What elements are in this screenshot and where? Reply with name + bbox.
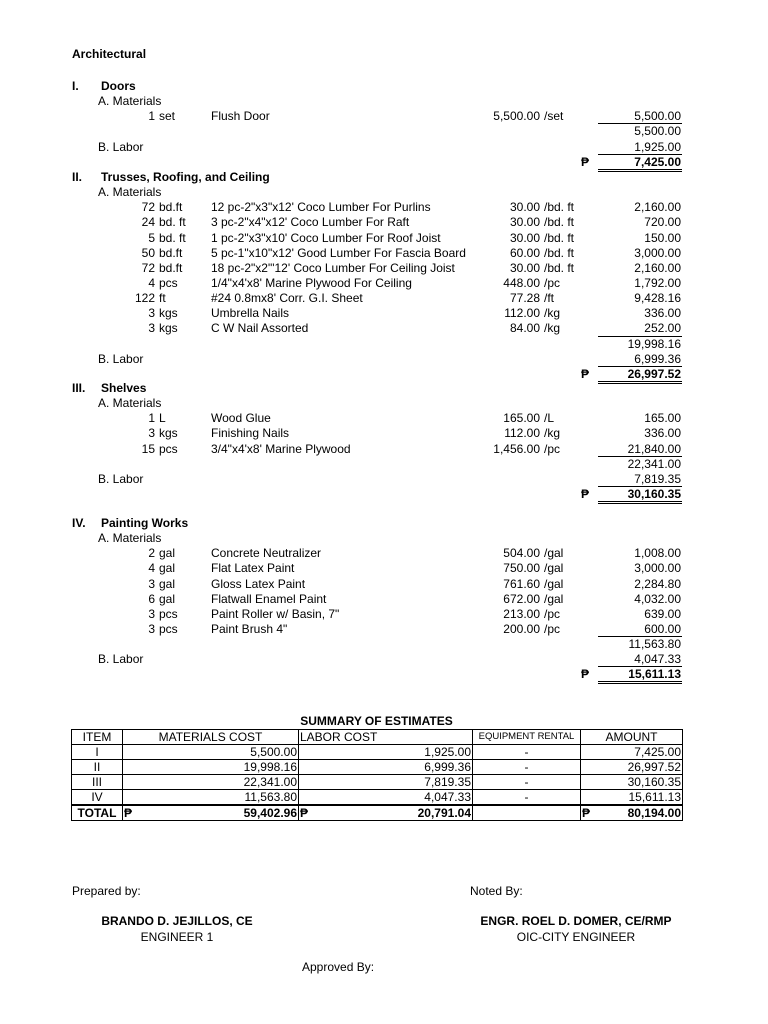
- item-price-unit: /kg: [544, 426, 561, 440]
- item-unit-price: 84.00: [509, 321, 540, 335]
- item-amount: 252.00: [644, 321, 681, 335]
- summary-materials: 22,341.00: [123, 775, 299, 790]
- summary-equipment: -: [473, 775, 581, 790]
- item-quantity: 72: [141, 200, 155, 214]
- section-title: Shelves: [101, 381, 147, 395]
- labor-amount: 4,047.33: [634, 652, 681, 666]
- labor-label: B. Labor: [98, 472, 144, 486]
- item-quantity: 1: [148, 411, 155, 425]
- summary-equipment: -: [473, 745, 581, 760]
- peso-sign: ₱: [582, 806, 591, 820]
- materials-subtotal: 22,341.00: [627, 457, 681, 471]
- item-price-unit: /pc: [544, 607, 561, 621]
- item-unit: pcs: [159, 442, 178, 456]
- item-description: Gloss Latex Paint: [211, 577, 306, 591]
- summary-header-equipment: EQUIPMENT RENTAL: [473, 730, 581, 745]
- item-unit-price: 112.00: [504, 306, 540, 320]
- summary-total-materials: 59,402.96: [243, 806, 297, 820]
- prepared-by-title: ENGINEER 1: [140, 930, 214, 944]
- item-price-unit: /bd. ft: [544, 200, 575, 214]
- item-quantity: 3: [148, 607, 155, 621]
- item-amount: 2,160.00: [634, 200, 681, 214]
- peso-sign: ₱: [581, 667, 590, 681]
- item-description: 18 pc-2"x2"'12' Coco Lumber For Ceiling Joist: [211, 261, 455, 275]
- item-price-unit: /bd. ft: [544, 231, 575, 245]
- item-price-unit: /set: [544, 109, 564, 123]
- summary-row: [72, 745, 683, 760]
- materials-label: A. Materials: [98, 396, 162, 410]
- labor-label: B. Labor: [98, 352, 144, 366]
- item-unit-price: 30.00: [509, 231, 540, 245]
- item-unit-price: 112.00: [504, 426, 540, 440]
- item-quantity: 6: [148, 592, 155, 606]
- item-description: Umbrella Nails: [211, 306, 290, 320]
- item-unit-price: 672.00: [503, 592, 540, 606]
- item-price-unit: /gal: [544, 577, 564, 591]
- item-quantity: 3: [148, 306, 155, 320]
- item-amount: 720.00: [644, 215, 681, 229]
- item-quantity: 50: [141, 246, 155, 260]
- item-price-unit: /L: [544, 411, 555, 425]
- item-price-unit: /ft: [544, 291, 555, 305]
- peso-sign: ₱: [581, 487, 590, 501]
- item-unit-price: 761.60: [503, 577, 540, 591]
- item-price-unit: /gal: [544, 592, 564, 606]
- section-title: Painting Works: [101, 516, 189, 530]
- item-description: Concrete Neutralizer: [211, 546, 322, 560]
- noted-by-label: Noted By:: [470, 884, 523, 898]
- summary-total-labor: 20,791.04: [417, 806, 471, 820]
- item-unit: L: [159, 411, 166, 425]
- item-unit: bd.ft: [159, 261, 183, 275]
- total-double-rule: [598, 501, 682, 504]
- summary-header-labor: LABOR COST: [299, 730, 473, 745]
- item-amount: 4,032.00: [634, 592, 681, 606]
- summary-item: II: [72, 760, 123, 775]
- summary-equipment: -: [473, 760, 581, 775]
- item-quantity: 5: [148, 231, 155, 245]
- section-numeral: I.: [72, 79, 79, 93]
- total-double-rule: [598, 381, 682, 384]
- item-amount: 2,160.00: [634, 261, 681, 275]
- summary-row: [72, 790, 683, 806]
- item-description: C W Nail Assorted: [211, 321, 309, 335]
- peso-sign: ₱: [581, 155, 590, 169]
- item-amount: 5,500.00: [634, 109, 681, 123]
- item-amount: 639.00: [644, 607, 681, 621]
- labor-amount: 1,925.00: [634, 140, 681, 154]
- item-quantity: 3: [148, 321, 155, 335]
- item-unit-price: 165.00: [503, 411, 540, 425]
- item-description: #24 0.8mx8' Corr. G.I. Sheet: [211, 291, 363, 305]
- item-price-unit: /bd. ft: [544, 261, 575, 275]
- section-numeral: III.: [72, 381, 86, 395]
- section-title: Doors: [101, 79, 136, 93]
- item-description: 3/4"x4'x8' Marine Plywood: [211, 442, 351, 456]
- item-amount: 3,000.00: [634, 246, 681, 260]
- item-unit-price: 750.00: [503, 561, 540, 575]
- item-quantity: 1: [148, 109, 155, 123]
- summary-item: IV: [72, 790, 123, 806]
- summary-total-amount: 80,194.00: [627, 806, 681, 820]
- item-description: 1/4"x4'x8' Marine Plywood For Ceiling: [211, 276, 412, 290]
- item-amount: 600.00: [644, 622, 681, 636]
- item-unit: gal: [159, 577, 176, 591]
- summary-header-row: [72, 730, 683, 745]
- total-double-rule: [598, 169, 682, 172]
- noted-by-title: OIC-CITY ENGINEER: [516, 930, 636, 944]
- section-numeral: II.: [72, 170, 83, 184]
- item-price-unit: /bd. ft: [544, 215, 575, 229]
- summary-total-equipment: [473, 805, 581, 821]
- item-amount: 336.00: [644, 426, 681, 440]
- item-description: Paint Brush 4": [211, 622, 288, 636]
- materials-label: A. Materials: [98, 94, 162, 108]
- section-total: 7,425.00: [634, 155, 681, 169]
- item-price-unit: /gal: [544, 561, 564, 575]
- summary-item: III: [72, 775, 123, 790]
- labor-amount: 7,819.35: [634, 472, 681, 486]
- summary-header-materials: MATERIALS COST: [123, 730, 299, 745]
- materials-subtotal: 19,998.16: [627, 337, 681, 351]
- materials-label: A. Materials: [98, 531, 162, 545]
- summary-title: SUMMARY OF ESTIMATES: [300, 714, 453, 728]
- item-amount: 165.00: [644, 411, 681, 425]
- peso-sign: ₱: [124, 806, 133, 820]
- item-price-unit: /pc: [544, 622, 561, 636]
- materials-subtotal: 5,500.00: [634, 124, 681, 138]
- item-price-unit: /kg: [544, 306, 561, 320]
- summary-amount: 26,997.52: [581, 760, 683, 775]
- item-quantity: 3: [148, 426, 155, 440]
- item-quantity: 122: [134, 291, 155, 305]
- item-unit-price: 77.28: [509, 291, 540, 305]
- summary-total-row: [72, 805, 683, 821]
- item-quantity: 72: [141, 261, 155, 275]
- item-description: Finishing Nails: [211, 426, 290, 440]
- item-quantity: 3: [148, 577, 155, 591]
- item-amount: 21,840.00: [627, 442, 681, 456]
- summary-labor: 4,047.33: [299, 790, 473, 806]
- item-description: Flush Door: [211, 109, 270, 123]
- item-amount: 3,000.00: [634, 561, 681, 575]
- summary-labor: 7,819.35: [299, 775, 473, 790]
- item-quantity: 3: [148, 622, 155, 636]
- item-unit: kgs: [159, 306, 178, 320]
- item-unit: bd.ft: [159, 200, 183, 214]
- item-quantity: 24: [141, 215, 155, 229]
- item-description: 1 pc-2"x3"x10' Coco Lumber For Roof Joist: [211, 231, 441, 245]
- summary-labor: 1,925.00: [299, 745, 473, 760]
- item-unit-price: 213.00: [503, 607, 540, 621]
- item-price-unit: /pc: [544, 276, 561, 290]
- item-unit: gal: [159, 561, 176, 575]
- item-amount: 1,792.00: [634, 276, 681, 290]
- item-amount: 336.00: [644, 306, 681, 320]
- item-description: 12 pc-2"x3"x12' Coco Lumber For Purlins: [211, 200, 431, 214]
- noted-by-name: ENGR. ROEL D. DOMER, CE/RMP: [480, 914, 672, 928]
- item-amount: 1,008.00: [634, 546, 681, 560]
- item-unit: gal: [159, 592, 176, 606]
- item-quantity: 4: [148, 276, 155, 290]
- item-unit: bd. ft: [159, 231, 186, 245]
- summary-materials: 19,998.16: [123, 760, 299, 775]
- item-description: Wood Glue: [211, 411, 271, 425]
- item-quantity: 4: [148, 561, 155, 575]
- item-description: 3 pc-2"x4"x12' Coco Lumber For Raft: [211, 215, 410, 229]
- item-description: Flat Latex Paint: [211, 561, 295, 575]
- item-amount: 9,428.16: [634, 291, 681, 305]
- summary-labor: 6,999.36: [299, 760, 473, 775]
- item-unit-price: 30.00: [509, 200, 540, 214]
- approved-by-label: Approved By:: [302, 960, 375, 974]
- item-unit: pcs: [159, 276, 178, 290]
- peso-sign: ₱: [581, 367, 590, 381]
- item-description: Flatwall Enamel Paint: [211, 592, 327, 606]
- item-unit: pcs: [159, 622, 178, 636]
- total-double-rule: [598, 681, 682, 684]
- item-unit-price: 30.00: [509, 215, 540, 229]
- summary-header-amount: AMOUNT: [581, 730, 683, 745]
- document-header: Architectural: [72, 47, 147, 61]
- prepared-by-name: BRANDO D. JEJILLOS, CE: [101, 914, 253, 928]
- item-unit: bd.ft: [159, 246, 183, 260]
- item-unit-price: 5,500.00: [493, 109, 540, 123]
- item-price-unit: /kg: [544, 321, 561, 335]
- section-title: Trusses, Roofing, and Ceiling: [101, 170, 270, 184]
- summary-equipment: -: [473, 790, 581, 806]
- item-unit: set: [159, 109, 176, 123]
- item-unit: kgs: [159, 321, 178, 335]
- item-price-unit: /bd. ft: [544, 246, 575, 260]
- summary-total-label: TOTAL: [72, 805, 123, 821]
- item-unit: bd. ft: [159, 215, 186, 229]
- item-unit-price: 30.00: [509, 261, 540, 275]
- summary-header-item: ITEM: [72, 730, 123, 745]
- summary-row: [72, 760, 683, 775]
- item-price-unit: /pc: [544, 442, 561, 456]
- item-unit-price: 60.00: [509, 246, 540, 260]
- summary-amount: 30,160.35: [581, 775, 683, 790]
- item-amount: 2,284.80: [634, 577, 681, 591]
- item-unit: pcs: [159, 607, 178, 621]
- item-amount: 150.00: [644, 231, 681, 245]
- summary-row: [72, 775, 683, 790]
- section-total: 26,997.52: [627, 367, 681, 381]
- peso-sign: ₱: [300, 806, 309, 820]
- item-unit-price: 200.00: [503, 622, 540, 636]
- summary-materials: 5,500.00: [123, 745, 299, 760]
- item-unit-price: 504.00: [503, 546, 540, 560]
- item-description: 5 pc-1"x10"x12' Good Lumber For Fascia Board: [211, 246, 466, 260]
- labor-label: B. Labor: [98, 652, 144, 666]
- summary-amount: 7,425.00: [581, 745, 683, 760]
- item-unit: ft: [159, 291, 166, 305]
- summary-amount: 15,611.13: [581, 790, 683, 806]
- item-unit-price: 1,456.00: [493, 442, 540, 456]
- summary-table: [71, 729, 683, 821]
- item-price-unit: /gal: [544, 546, 564, 560]
- section-total: 15,611.13: [628, 667, 681, 681]
- section-numeral: IV.: [72, 516, 86, 530]
- item-quantity: 2: [148, 546, 155, 560]
- summary-materials: 11,563.80: [123, 790, 299, 806]
- materials-subtotal: 11,563.80: [628, 637, 681, 651]
- item-description: Paint Roller w/ Basin, 7": [211, 607, 340, 621]
- item-unit-price: 448.00: [503, 276, 540, 290]
- prepared-by-label: Prepared by:: [72, 884, 141, 898]
- labor-label: B. Labor: [98, 140, 144, 154]
- item-unit: gal: [159, 546, 176, 560]
- section-total: 30,160.35: [627, 487, 681, 501]
- summary-item: I: [72, 745, 123, 760]
- item-unit: kgs: [159, 426, 178, 440]
- labor-amount: 6,999.36: [634, 352, 681, 366]
- item-quantity: 15: [141, 442, 155, 456]
- materials-label: A. Materials: [98, 185, 162, 199]
